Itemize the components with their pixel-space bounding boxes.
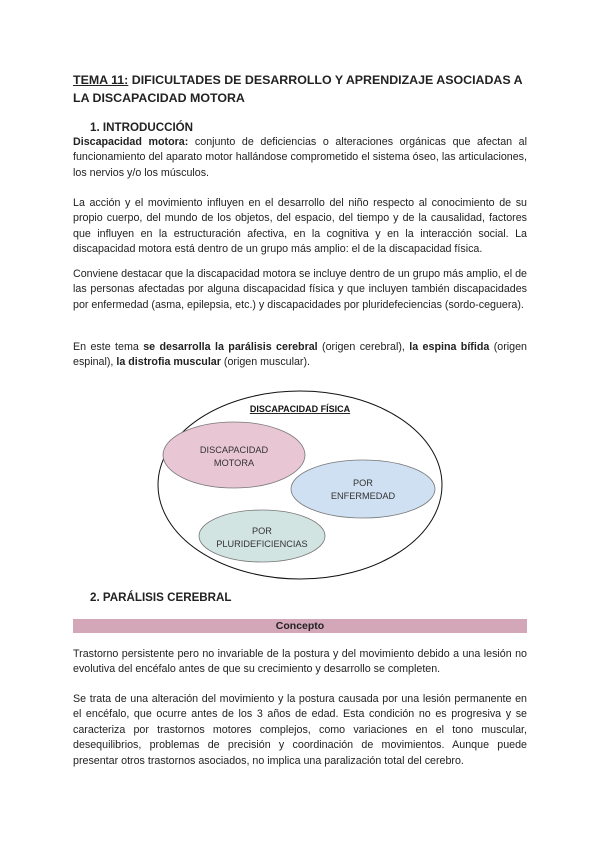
motora-line1: DISCAPACIDAD [199,445,269,455]
tema-text-c: (origen cerebral), [317,341,410,353]
pluri-ellipse [199,510,325,562]
document-title [73,71,528,107]
paragraph-concepto: Trastorno persistente pero no invariable de la postura y del movimiento debido a una lesión no evolutiva del encéfalo antes de que su crecimiento y desarrollo se completen. [73,648,527,676]
outer-label: DISCAPACIDAD FÍSICA [249,404,351,414]
paragraph-alteracion: Se trata de una alteración del movimiento y la postura causada por una lesión permanente en el encéfalo, que ocurre antes de los 3 años de edad. Esta condición no es progresiva y se caracteriza por trastornos motores complejos, como variaciones en el tono muscular, desequilibrios, problemas de precisión y coordinación de movimientos. Aunque puede presentar otros trastornos asociados, no implica una paralización total del cerebro. [73,693,527,767]
tema-text-a: En este tema [73,341,144,353]
definition-text: conjunto de deficiencias o alteraciones orgánicas que afectan al funcionamiento del aparato motor hallándose comprometido el sistema óseo, las articulaciones, los nervios y/o los músculos. [73,136,528,179]
motora-ellipse [163,422,305,488]
paragraph-definition [73,135,527,181]
paragraph-accion: La acción y el movimiento influyen en el desarrollo del niño respecto al conocimiento de su propio cuerpo, del mundo de los objetos, del espacio, del tiempo y de la causalidad, factores que influyen en la estructuración afectiva, en la cognitiva y en la interacción social. La discapacidad motora está dentro de un grupo más amplio: el de la discapacidad física. [73,197,527,256]
tema-text-e: (origen espinal), [73,341,527,369]
enfermedad-line1: POR [353,478,373,488]
paragraph-conviene: Conviene destacar que la discapacidad motora se incluye dentro de un grupo más amplio, el de las personas afectadas por alguna discapacidad física y que incluyen también discapacidades por enfermedad (asma, epilepsia, etc.) y discapacidades por pluridefeciencias (sordo-ceguera). [73,268,527,311]
motora-line2: MOTORA [213,458,255,468]
pluri-line1: POR [252,526,272,536]
enfermedad-ellipse [291,460,435,518]
section-heading-introduccion: 1. INTRODUCCIÓN [90,121,194,134]
paragraph-tema [73,340,527,371]
tema-bold-distrofia: la distrofia muscular [116,356,221,369]
section-heading-paralisis: 2. PARÁLISIS CEREBRAL [90,591,232,604]
tema-text-g: (origen muscular). [220,356,311,369]
concept-bar: Concepto [73,619,527,633]
enfermedad-line2: ENFERMEDAD [330,491,396,501]
title-prefix: TEMA 11: [73,73,129,87]
tema-bold-espina: la espina bífida [409,341,490,353]
definition-term: Discapacidad motora: [73,136,189,148]
title-rest: DIFICULTADES DE DESARROLLO Y APRENDIZAJE ASOCIADAS A LA DISCAPACIDAD MOTORA [73,73,523,105]
tema-bold-paralisis: se desarrolla la parálisis cerebral [143,341,318,353]
pluri-line2: PLURIDEFICIENCIAS [216,539,308,549]
discapacidad-fisica-diagram [150,385,450,585]
